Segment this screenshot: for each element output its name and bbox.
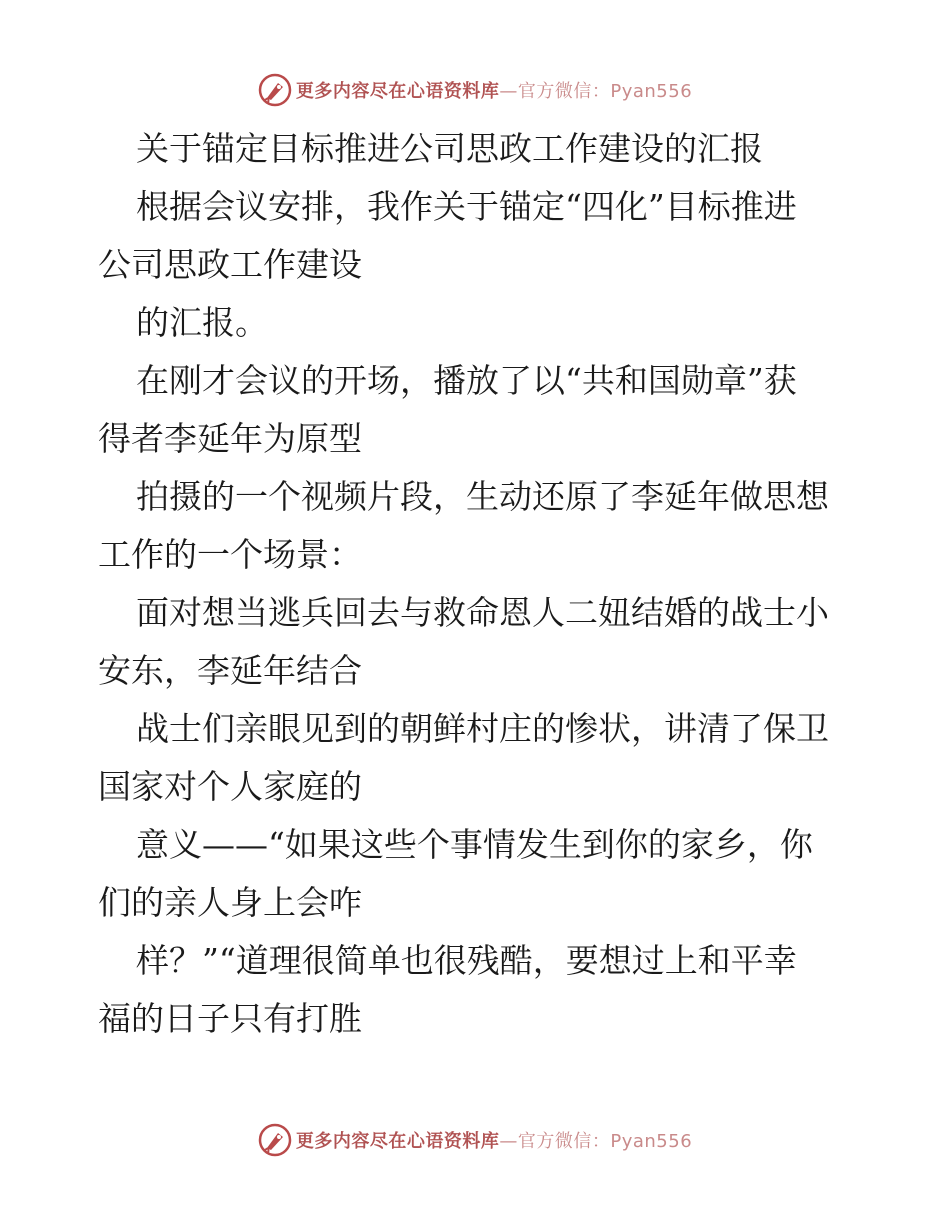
- paragraph-line: 得者李延年为原型: [98, 419, 362, 458]
- paragraph-line: 面对想当逃兵回去与救命恩人二妞结婚的战士小: [136, 593, 829, 632]
- footer-banner: [0, 1120, 950, 1160]
- banner-site-text: 更多内容尽在心语资料库: [295, 1131, 500, 1152]
- pen-nib-logo-icon: [258, 1123, 292, 1157]
- paragraph-line: 们的亲人身上会咋: [98, 883, 362, 922]
- banner-text: [296, 1127, 692, 1153]
- paragraph-line: 福的日子只有打胜: [98, 999, 362, 1038]
- banner-separator: —: [499, 81, 518, 102]
- banner-wechat-text: 官方微信：Pyan556: [517, 1131, 693, 1152]
- document-title: 关于锚定目标推进公司思政工作建设的汇报: [136, 129, 763, 168]
- paragraph-line: 国家对个人家庭的: [98, 767, 362, 806]
- pen-nib-logo-icon: [258, 73, 292, 107]
- paragraph-line: 的汇报。: [136, 303, 268, 342]
- paragraph-line: 公司思政工作建设: [98, 245, 362, 284]
- paragraph-line: 安东，李延年结合: [98, 651, 362, 690]
- paragraph-line: 战士们亲眼见到的朝鲜村庄的惨状，讲清了保卫: [136, 709, 829, 748]
- paragraph-line: 意义——“如果这些个事情发生到你的家乡，你: [136, 825, 813, 864]
- paragraph-line: 样？”“道理很简单也很残酷，要想过上和平幸: [136, 941, 797, 980]
- paragraph-line: 在刚才会议的开场，播放了以“共和国勋章”获: [136, 361, 797, 400]
- paragraph-line: 拍摄的一个视频片段，生动还原了李延年做思想: [136, 477, 829, 516]
- paragraph-line: 根据会议安排，我作关于锚定“四化”目标推进: [136, 187, 797, 226]
- document-body: [98, 120, 858, 1048]
- banner-wechat-text: 官方微信：Pyan556: [517, 81, 693, 102]
- banner-site-text: 更多内容尽在心语资料库: [295, 81, 500, 102]
- header-banner: [0, 70, 950, 110]
- paragraph-line: 工作的一个场景：: [98, 535, 362, 574]
- banner-separator: —: [499, 1131, 518, 1152]
- banner-text: [296, 77, 692, 103]
